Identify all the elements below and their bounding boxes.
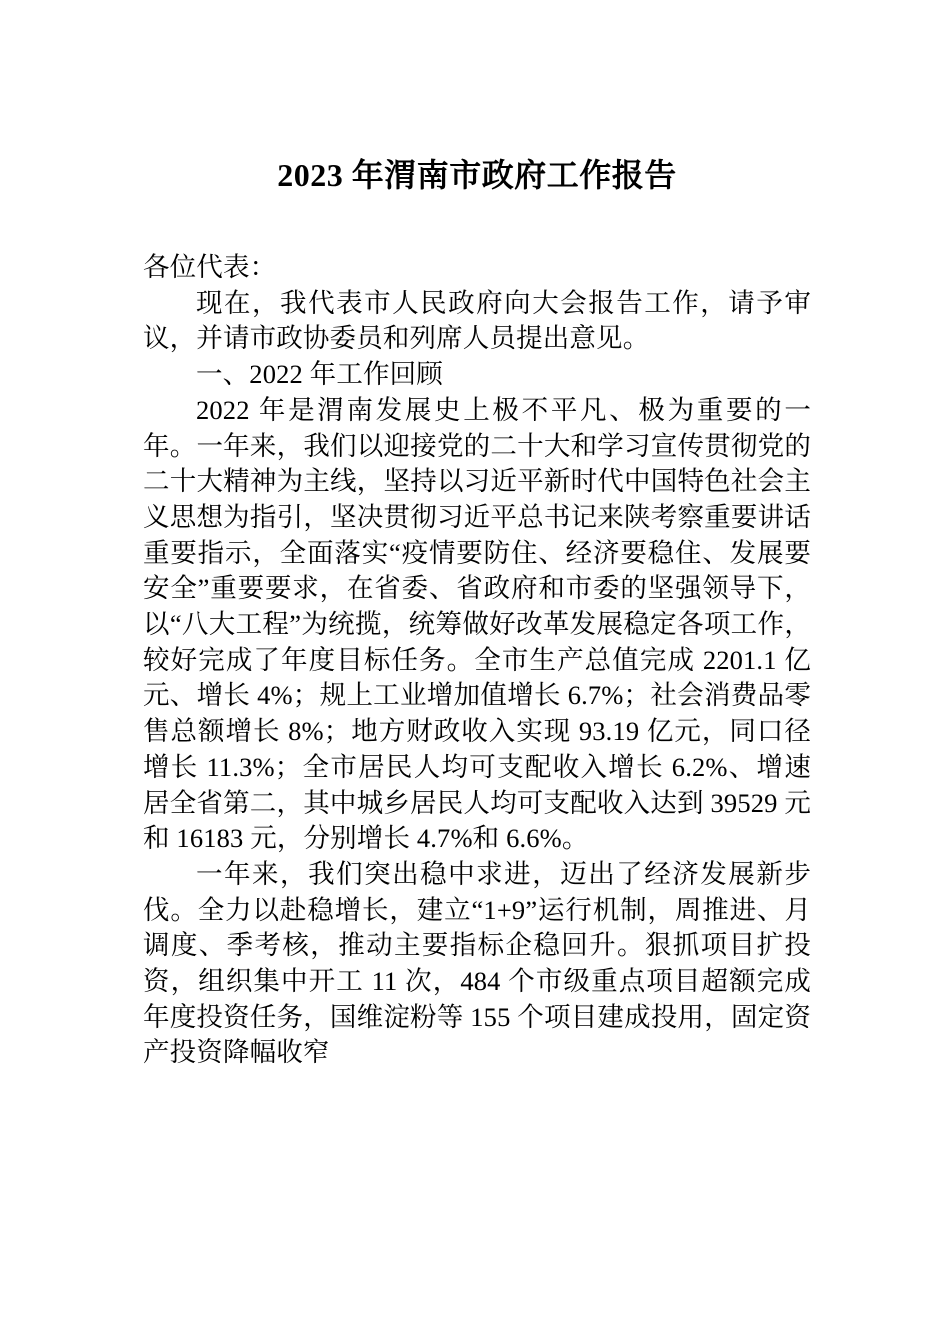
document-body [143, 152, 811, 1071]
paragraph-year-review-overview: 2022 年是渭南发展史上极不平凡、极为重要的一年。一年来，我们以迎接党的二十大和学习宣传贯彻党的二十大精神为主线，坚持以习近平新时代中国特色社会主义思想为指引，坚决贯彻习近平总书记来陕考察重要讲话重要指示，全面落实“疫情要防住、经济要稳住、发展要安全”重要要求，在省委、省政府和市委的坚强领导下，以“八大工程”为统揽，统筹做好改革发展稳定各项工作，较好完成了年度目标任务。全市生产总值完成 2201.1 亿元、增长 4%；规上工业增加值增长 6.7%；社会消费品零售总额增长 8%；地方财政收入实现 93.19 亿元，同口径增长 11.3%；全市居民人均可支配收入增长 6.2%、增速居全省第二，其中城乡居民人均可支配收入达到 39529 元和 16183 元，分别增长 4.7%和 6.6%。 [143, 394, 811, 854]
page-title: 2023 年渭南市政府工作报告 [277, 157, 677, 193]
paragraph-salutation: 各位代表： [143, 252, 277, 282]
paragraph-economic-progress: 一年来，我们突出稳中求进，迈出了经济发展新步伐。全力以赴稳增长，建立“1+9”运行机制，周推进、月调度、季考核，推动主要指标企稳回升。狠抓项目扩投资，组织集中开工 11 次，484 个市级重点项目超额完成年度投资任务，国维淀粉等 155 个项目建成投用，固定资产投资降幅收窄 [143, 858, 811, 1068]
section-heading-one: 一、2022 年工作回顾 [196, 359, 443, 390]
paragraph-opening-address: 现在，我代表市人民政府向大会报告工作，请予审议，并请市政协委员和列席人员提出意见。 [143, 287, 811, 354]
